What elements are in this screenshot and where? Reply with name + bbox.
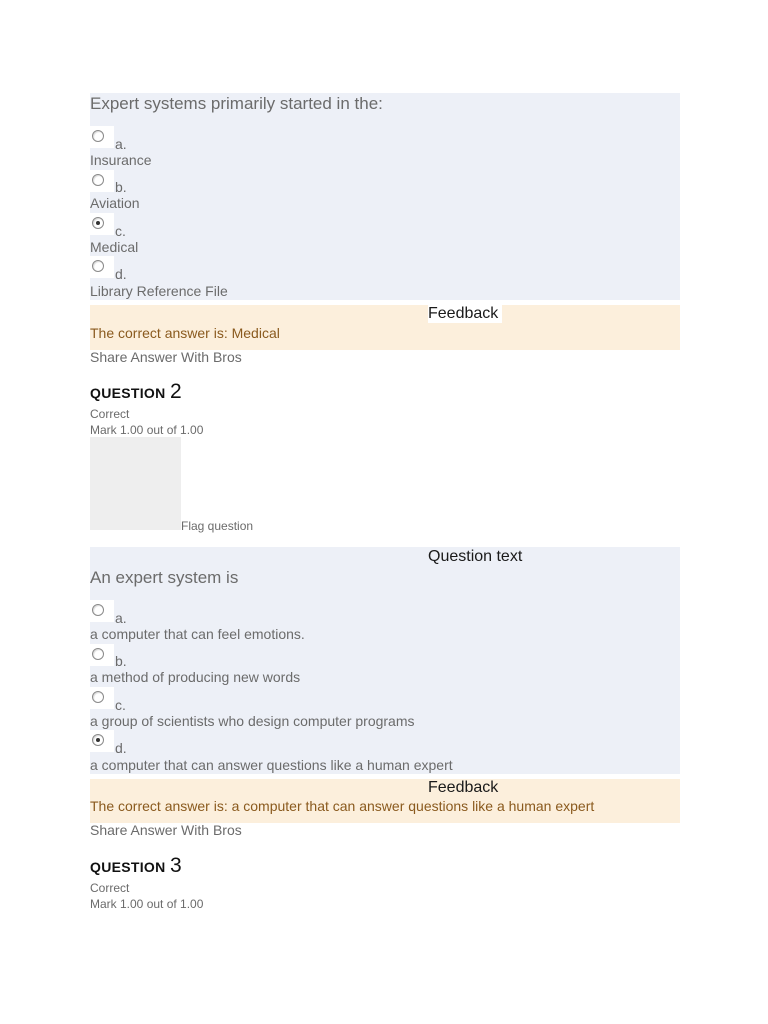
option-c-letter: c. [115,223,126,239]
option-a-letter: a. [115,610,127,626]
feedback-heading: Feedback [428,779,499,796]
option-c-text[interactable]: a group of scientists who design computer programs [90,713,415,729]
feedback-correct-answer: The correct answer is: Medical [90,325,280,341]
question-number: 3 [169,854,182,877]
question-label: QUESTION [90,385,166,401]
option-d-text[interactable]: Library Reference File [90,283,228,299]
question-2-content [90,547,680,774]
question-3-mark: Mark 1.00 out of 1.00 [90,897,204,911]
question-2-text: An expert system is [90,568,239,587]
option-b-letter: b. [115,179,127,195]
option-b-text[interactable]: a method of producing new words [90,669,301,685]
share-answer-link[interactable]: Share Answer With Bros [90,822,242,838]
option-a-radio[interactable] [92,604,104,616]
option-a-text[interactable]: a computer that can feel emotions. [90,626,305,642]
question-3-heading [90,854,182,878]
option-b-letter: b. [115,653,127,669]
option-d-letter: d. [115,266,127,282]
flag-question-button[interactable] [90,437,181,530]
option-d-letter: d. [115,740,127,756]
option-c-text[interactable]: Medical [90,239,139,255]
feedback-correct-answer: The correct answer is: a computer that can answer questions like a human expert [90,798,595,814]
question-label: QUESTION [90,859,166,875]
question-1-text: Expert systems primarily started in the: [90,94,383,113]
option-a-letter: a. [115,136,127,152]
option-c-letter: c. [115,697,126,713]
option-d-radio[interactable] [92,260,104,272]
option-c-radio[interactable] [92,217,104,229]
option-b-text[interactable]: Aviation [90,195,140,211]
option-d-radio[interactable] [92,734,104,746]
question-2-heading [90,380,182,404]
option-c-radio[interactable] [92,691,104,703]
option-b-radio[interactable] [92,174,104,186]
option-a-text[interactable]: Insurance [90,152,152,168]
question-2-mark: Mark 1.00 out of 1.00 [90,423,204,437]
feedback-heading: Feedback [428,305,502,323]
question-2-status: Correct [90,407,130,421]
question-number: 2 [169,380,182,403]
option-b-radio[interactable] [92,648,104,660]
question-1-content [90,93,680,300]
option-a-radio[interactable] [92,130,104,142]
share-answer-link[interactable]: Share Answer With Bros [90,349,242,365]
flag-question-label[interactable]: Flag question [181,519,254,533]
question-3-status: Correct [90,881,130,895]
option-d-text[interactable]: a computer that can answer questions like a human expert [90,757,453,773]
question-text-heading: Question text [428,548,523,565]
